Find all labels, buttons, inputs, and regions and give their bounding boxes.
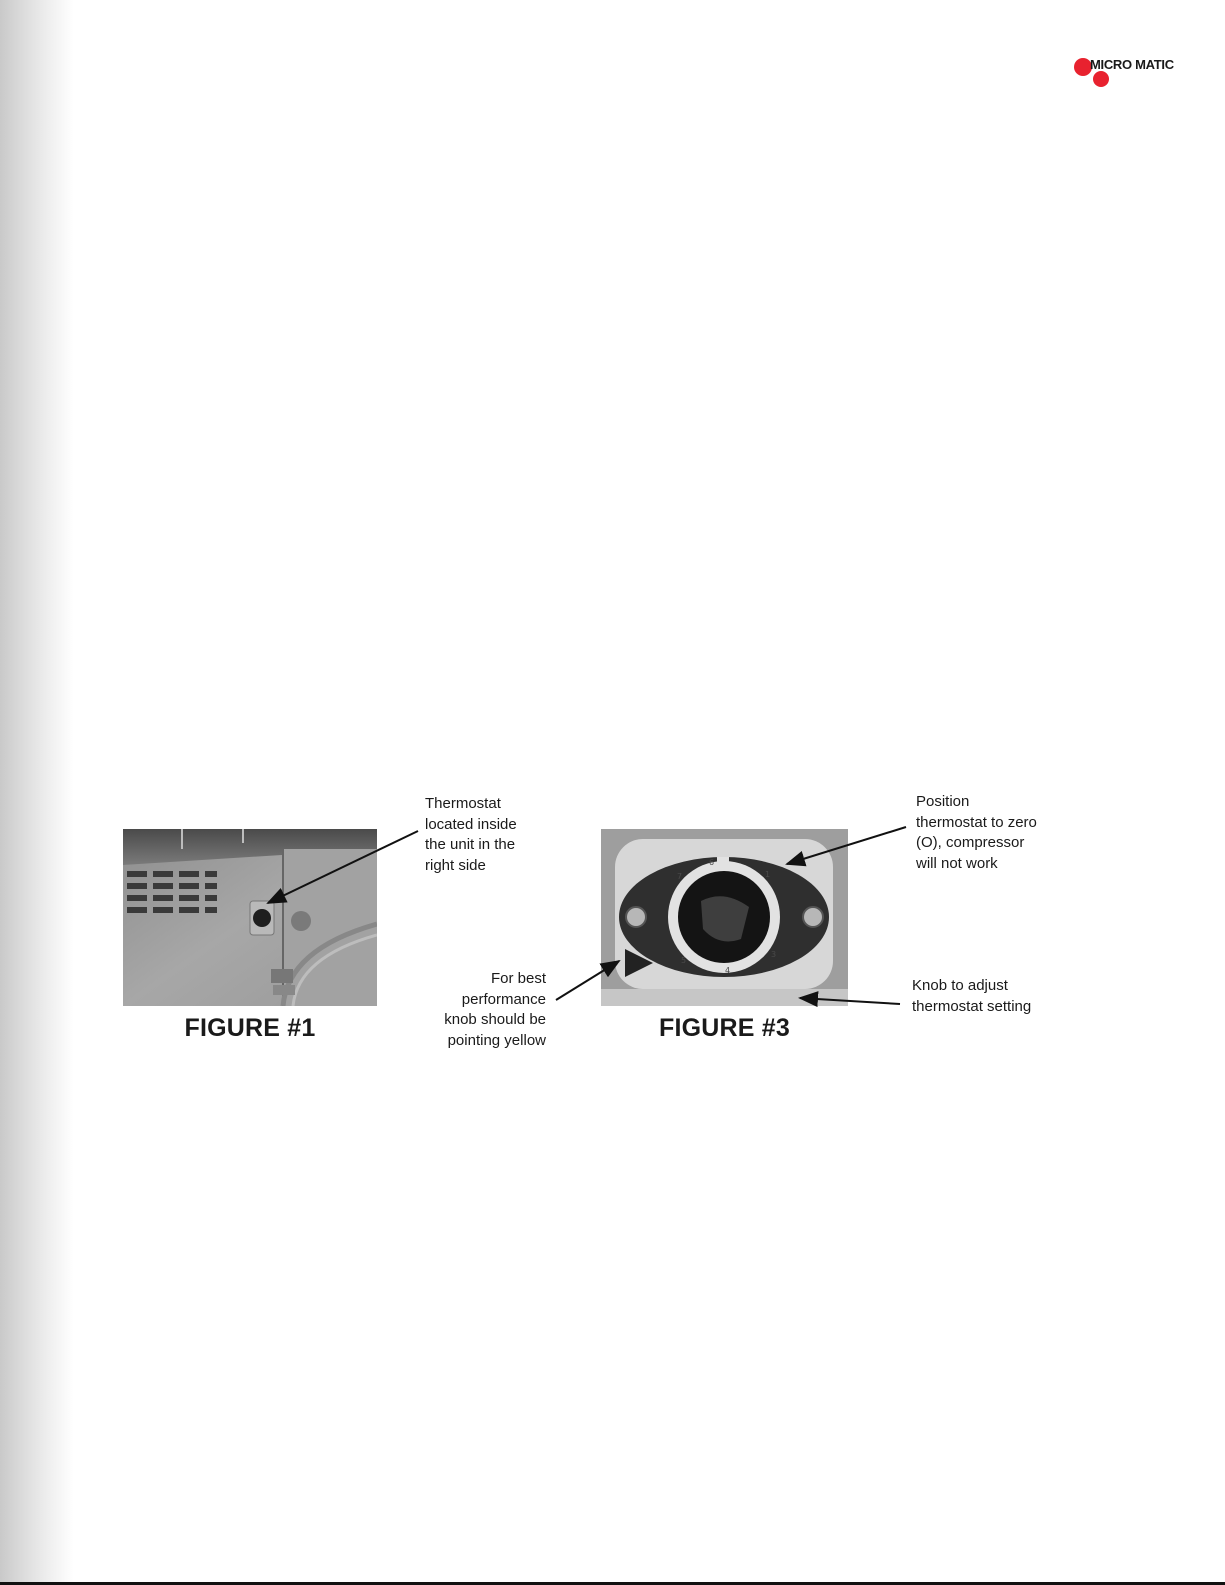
figure-3-title: FIGURE #3 [659, 1014, 790, 1042]
callout-line: Position [916, 793, 970, 810]
callout-line: knob should be [444, 1011, 546, 1028]
figure-3-photo [601, 829, 848, 1006]
callout-line: Knob to adjust [912, 977, 1008, 994]
callout-adjust-knob [912, 976, 1031, 1017]
callout-line: will not work [916, 854, 998, 872]
svg-text:7: 7 [677, 872, 683, 881]
binding-shadow [0, 0, 74, 1585]
micro-matic-logo [1074, 56, 1204, 92]
callout-line: right side [425, 856, 486, 874]
svg-text:3: 3 [771, 950, 777, 959]
svg-text:4: 4 [725, 966, 731, 975]
logo-text: MICRO MATIC [1090, 57, 1174, 72]
callout-line: Thermostat [425, 795, 501, 812]
svg-text:1: 1 [765, 870, 771, 879]
callout-line: located inside [425, 815, 517, 833]
figure-1-photo [123, 829, 377, 1006]
callout-line: thermostat setting [912, 997, 1032, 1015]
callout-line: thermostat to zero [916, 813, 1037, 831]
callout-line: performance [461, 990, 546, 1008]
svg-text:6: 6 [709, 858, 715, 867]
callout-thermostat-location [425, 794, 517, 876]
callout-best-performance [420, 969, 546, 1051]
callout-position-zero [916, 792, 1037, 874]
callout-line: For best [490, 970, 546, 987]
svg-text:5: 5 [681, 956, 687, 965]
callout-line: pointing yellow [447, 1031, 546, 1049]
logo-dot-icon [1093, 71, 1109, 87]
callout-line: the unit in the [425, 836, 516, 853]
figure-1-title: FIGURE #1 [184, 1014, 316, 1042]
callout-line: (O), compressor [916, 834, 1025, 851]
